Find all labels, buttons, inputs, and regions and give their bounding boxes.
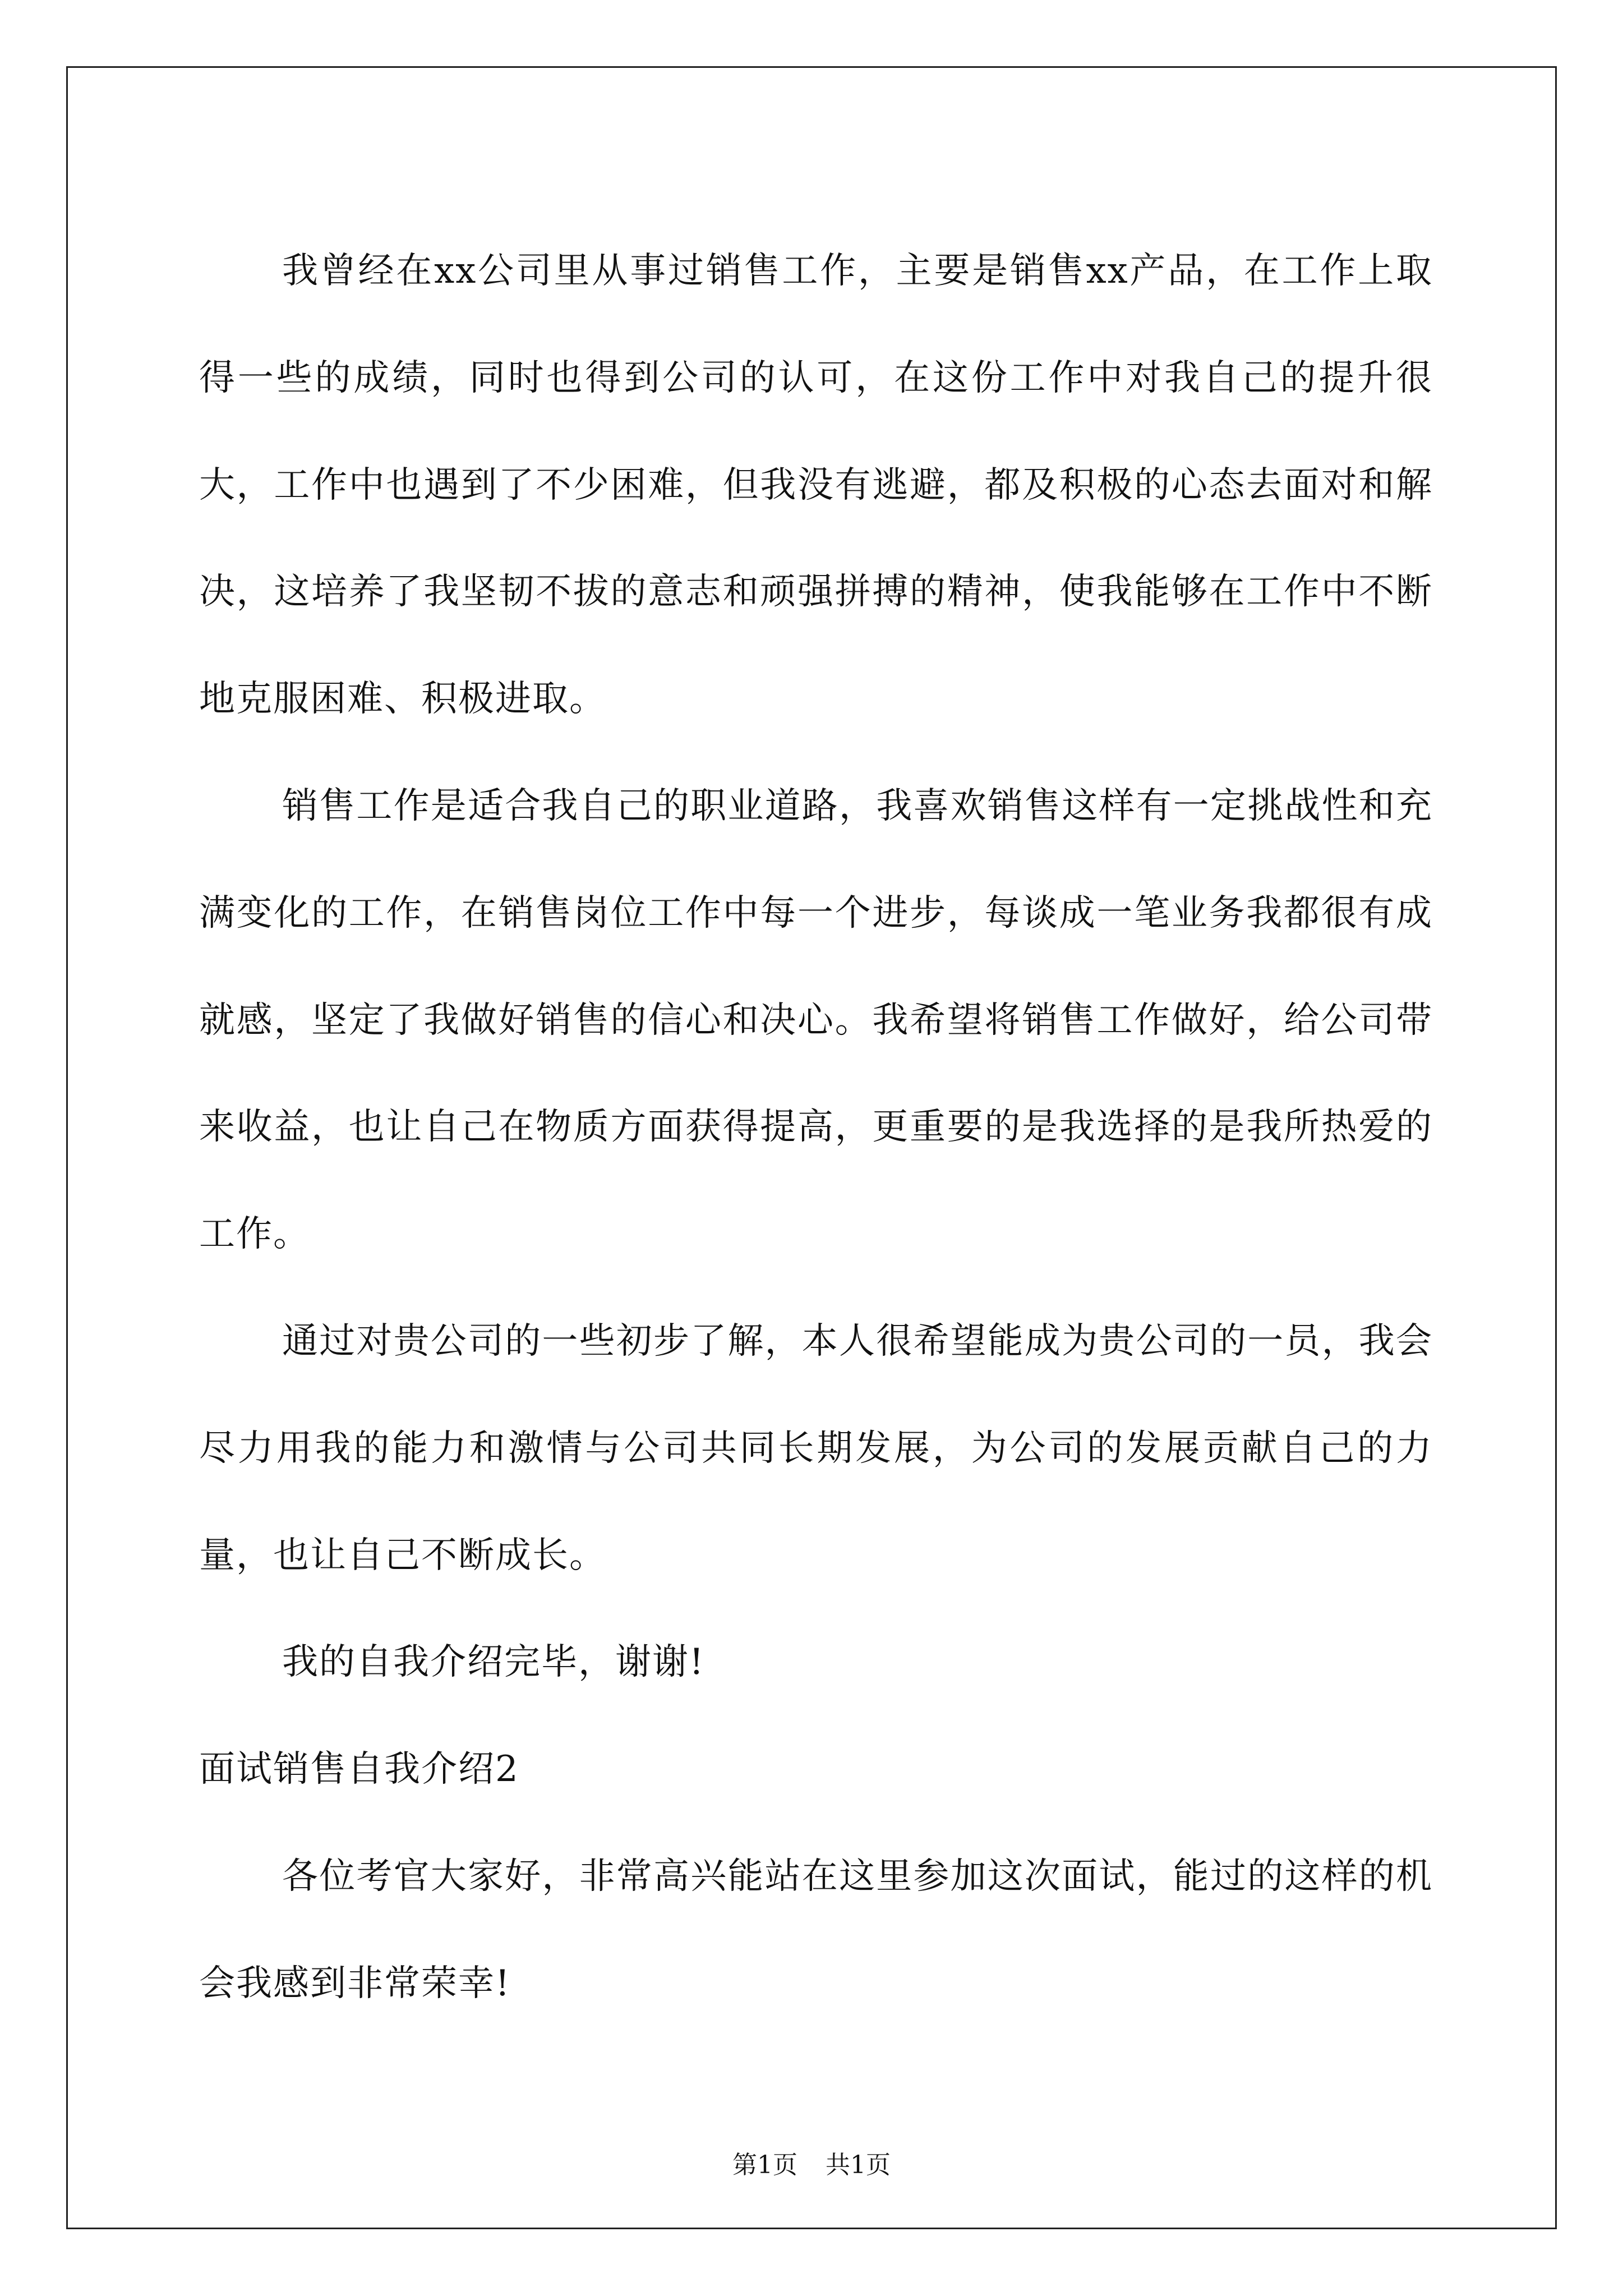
page-footer <box>0 2148 1623 2182</box>
section-heading: 面试销售自我介绍2 <box>199 1749 519 1791</box>
document-body <box>199 218 1433 2037</box>
paragraph-company-goal: 通过对贵公司的一些初步了解，本人很希望能成为贵公司的一员，我会尽力用我的能力和激情与公司共同长期发展，为公司的发展贡献自己的力量，也让自己不断成长。 <box>199 1320 1433 1576</box>
paragraph-work-experience: 我曾经在xx公司里从事过销售工作，主要是销售xx产品，在工作上取得一些的成绩，同时也得到公司的认可，在这份工作中对我自己的提升很大，工作中也遇到了不少困难，但我没有逃避，都及积极的心态去面对和解决，这培养了我坚韧不拔的意志和顽强拼搏的精神，使我能够在工作中不断地克服困难、积极进取。 <box>199 250 1433 720</box>
paragraph-career-choice: 销售工作是适合我自己的职业道路，我喜欢销售这样有一定挑战性和充满变化的工作，在销售岗位工作中每一个进步，每谈成一笔业务我都很有成就感，坚定了我做好销售的信心和决心。我希望将销售工作做好，给公司带来收益，也让自己在物质方面获得提高，更重要的是我选择的是我所热爱的工作。 <box>199 785 1433 1255</box>
paragraph-greeting: 各位考官大家好，非常高兴能站在这里参加这次面试，能过的这样的机会我感到非常荣幸! <box>199 1855 1433 2004</box>
paragraph-closing: 我的自我介绍完毕，谢谢! <box>282 1641 705 1683</box>
page-number-total: 共1页 <box>826 2151 891 2179</box>
page-number-current: 第1页 <box>732 2151 797 2179</box>
